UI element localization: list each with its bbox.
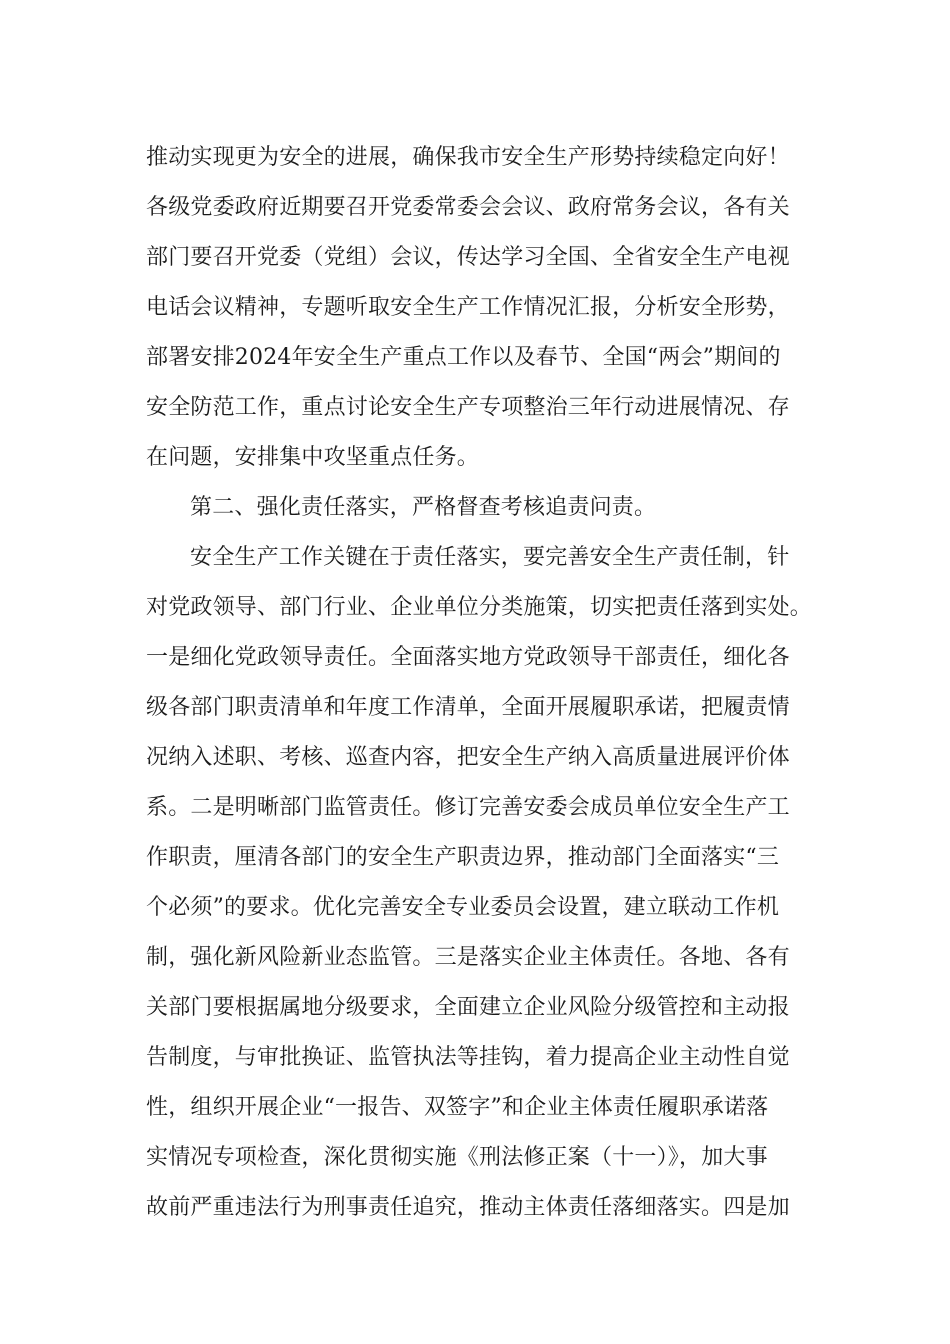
text-line: 关部门要根据属地分级要求，全面建立企业风险分级管控和主动报 xyxy=(146,995,790,1020)
text-line: 制，强化新风险新业态监管。三是落实企业主体责任。各地、各有 xyxy=(146,945,790,970)
paragraph-first-line: 第二、强化责任落实，严格督查考核追责问责。 xyxy=(190,495,657,520)
text-line: 各级党委政府近期要召开党委常委会会议、政府常务会议，各有关 xyxy=(146,195,790,220)
paragraph-first-line: 安全生产工作关键在于责任落实，要完善安全生产责任制，针 xyxy=(190,545,790,570)
text-line: 一是细化党政领导责任。全面落实地方党政领导干部责任，细化各 xyxy=(146,645,790,670)
text-line: 部门要召开党委（党组）会议，传达学习全国、全省安全生产电视 xyxy=(146,245,790,270)
text-line: 电话会议精神，专题听取安全生产工作情况汇报，分析安全形势， xyxy=(146,295,790,320)
text-line: 部署安排2024年安全生产重点工作以及春节、全国“两会”期间的 xyxy=(146,345,781,370)
text-line: 性，组织开展企业“一报告、双签字”和企业主体责任履职承诺落 xyxy=(146,1095,769,1120)
text-line: 对党政领导、部门行业、企业单位分类施策，切实把责任落到实处。 xyxy=(146,595,813,620)
text-line: 个必须”的要求。优化完善安全专业委员会设置，建立联动工作机 xyxy=(146,895,780,920)
text-line: 在问题，安排集中攻坚重点任务。 xyxy=(146,445,480,470)
text-line: 作职责，厘清各部门的安全生产职责边界，推动部门全面落实“三 xyxy=(146,845,780,870)
body-text xyxy=(146,133,813,1233)
text-line: 推动实现更为安全的进展，确保我市安全生产形势持续稳定向好！ xyxy=(146,145,790,170)
text-line: 告制度，与审批换证、监管执法等挂钩，着力提高企业主动性自觉 xyxy=(146,1045,790,1070)
text-line: 系。二是明晰部门监管责任。修订完善安委会成员单位安全生产工 xyxy=(146,795,790,820)
text-line: 故前严重违法行为刑事责任追究，推动主体责任落细落实。四是加 xyxy=(146,1195,790,1220)
text-line: 实情况专项检查，深化贯彻实施《刑法修正案（十一）》，加大事 xyxy=(146,1145,768,1170)
text-line: 级各部门职责清单和年度工作清单，全面开展履职承诺，把履责情 xyxy=(146,695,790,720)
text-line: 况纳入述职、考核、巡查内容，把安全生产纳入高质量进展评价体 xyxy=(146,745,790,770)
text-line: 安全防范工作，重点讨论安全生产专项整治三年行动进展情况、存 xyxy=(146,395,790,420)
